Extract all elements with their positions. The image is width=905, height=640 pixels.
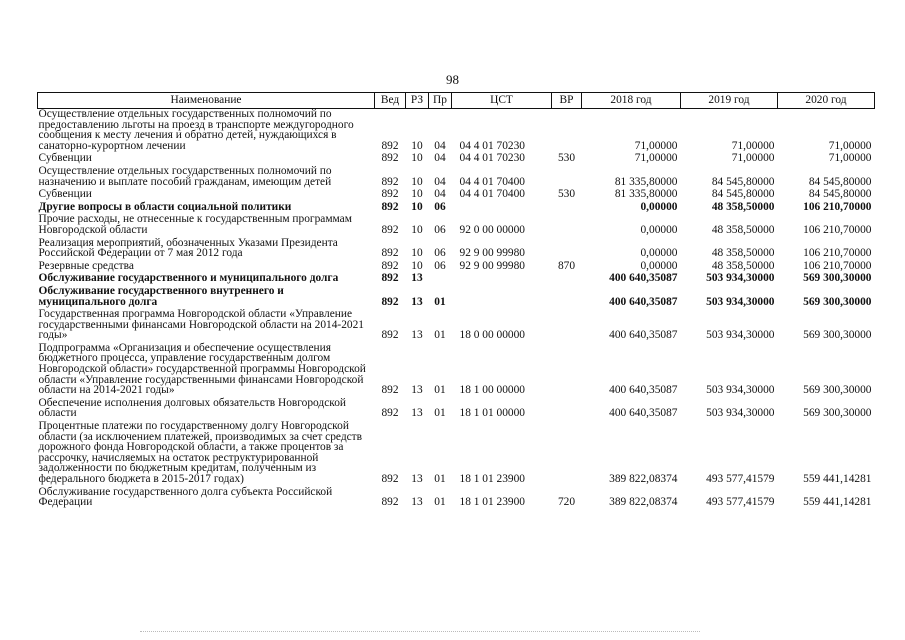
cell-rz: 13 bbox=[411, 272, 423, 285]
cell-y2018: 0,00000 bbox=[640, 223, 678, 236]
cell-cst bbox=[452, 200, 552, 213]
cell-name: Обеспечение исполнения долговых обязательств Новгородской области bbox=[38, 396, 347, 420]
cell-y2020: 569 300,30000 bbox=[803, 295, 872, 308]
cell-vr: 720 bbox=[557, 496, 576, 509]
cell-pr: 04 bbox=[434, 188, 446, 201]
cell-rz: 10 bbox=[411, 200, 423, 213]
cell-name: Подпрограмма «Организация и обеспечение осуществления бюджетного процесса, управление государственным долгом Новгородской области» государственной программы Новгородской области «Управление государственными финансами Новгородской области на 2014-2021 годы» bbox=[38, 341, 366, 397]
cell-ved: 892 bbox=[381, 473, 399, 485]
table-row bbox=[38, 212, 875, 235]
cell-rz: 10 bbox=[411, 223, 423, 236]
cell-cst: 18 1 01 23900 bbox=[459, 473, 525, 485]
cell-pr: 01 bbox=[434, 473, 446, 485]
cell-cst bbox=[452, 284, 552, 307]
cell-y2020: 569 300,30000 bbox=[803, 384, 872, 397]
cell-ved: 892 bbox=[381, 384, 399, 397]
cell-pr: 01 bbox=[434, 329, 446, 342]
column-header-pr: Пр bbox=[429, 93, 452, 109]
cell-ved: 892 bbox=[381, 200, 399, 213]
cell-vr bbox=[552, 419, 582, 485]
cell-vr: 530 bbox=[557, 152, 576, 165]
cell-cst: 18 1 01 23900 bbox=[459, 496, 525, 509]
cell-ved: 892 bbox=[381, 139, 399, 152]
table-row bbox=[38, 307, 875, 341]
cell-vr bbox=[552, 236, 582, 259]
cell-rz: 13 bbox=[411, 295, 423, 308]
cell-rz: 13 bbox=[411, 473, 423, 485]
cell-y2019: 503 934,30000 bbox=[706, 329, 775, 342]
cell-cst: 18 0 00 00000 bbox=[459, 329, 525, 342]
cell-y2020: 106 210,70000 bbox=[803, 259, 872, 272]
cell-cst: 18 1 00 00000 bbox=[459, 384, 525, 397]
table-row bbox=[38, 109, 875, 152]
cell-rz: 10 bbox=[411, 247, 423, 260]
cell-vr bbox=[552, 284, 582, 307]
column-header-2019: 2019 год bbox=[681, 93, 778, 109]
cell-y2019: 71,00000 bbox=[731, 152, 775, 165]
page-number: 98 bbox=[446, 72, 459, 87]
cell-rz: 10 bbox=[411, 259, 423, 272]
cell-rz: 13 bbox=[411, 496, 423, 509]
cell-y2018: 400 640,35087 bbox=[609, 272, 678, 285]
cell-name: Субвенции bbox=[38, 188, 92, 201]
cell-y2018: 81 335,80000 bbox=[614, 175, 678, 188]
table-row bbox=[38, 187, 875, 200]
cell-name: Обслуживание государственного и муниципального долга bbox=[38, 272, 339, 285]
cell-name: Субвенции bbox=[38, 152, 92, 165]
cell-vr bbox=[552, 212, 582, 235]
table-row bbox=[38, 396, 875, 419]
cell-y2020: 559 441,14281 bbox=[803, 473, 872, 485]
cell-y2018: 400 640,35087 bbox=[609, 295, 678, 308]
cell-rz: 10 bbox=[411, 188, 423, 201]
cell-pr: 06 bbox=[434, 200, 446, 213]
column-header-name: Наименование bbox=[38, 93, 375, 109]
cell-cst: 18 1 01 00000 bbox=[459, 407, 525, 420]
cell-y2020: 106 210,70000 bbox=[803, 247, 872, 260]
cell-vr: 530 bbox=[557, 188, 576, 201]
cell-y2019: 503 934,30000 bbox=[706, 272, 775, 285]
cell-y2019: 493 577,41579 bbox=[706, 473, 775, 485]
cell-name: Процентные платежи по государственному долгу Новгородской области (за исключением платежей, производимых за счет средств дорожного фонда Новгородской области, а также процентов за рассрочку, начисляемых на остаток реструктурированной задолженности по бюджетным кредитам, полученным из федерального бюджета в 2015-2017 годах) bbox=[38, 420, 363, 485]
cell-name: Реализация мероприятий, обозначенных Указами Президента Российской Федерации от 7 мая 2012 года bbox=[38, 236, 338, 260]
cell-vr bbox=[552, 200, 582, 213]
cell-y2020: 106 210,70000 bbox=[803, 200, 872, 213]
cell-pr: 04 bbox=[434, 152, 446, 165]
budget-table bbox=[37, 92, 875, 508]
cell-pr: 06 bbox=[434, 259, 446, 272]
cell-name: Обслуживание государственного долга субъекта Российской Федерации bbox=[38, 485, 333, 509]
cell-y2019: 71,00000 bbox=[731, 139, 775, 152]
cell-name: Обслуживание государственного внутреннего и муниципального долга bbox=[38, 284, 284, 308]
cell-pr: 04 bbox=[434, 175, 446, 188]
column-header-2020: 2020 год bbox=[778, 93, 875, 109]
cell-y2018: 0,00000 bbox=[640, 247, 678, 260]
cell-name: Государственная программа Новгородской области «Управление государственными финансами Новгородской области на 2014-2021 годы» bbox=[38, 308, 364, 342]
cell-y2018: 400 640,35087 bbox=[609, 329, 678, 342]
cell-y2018: 400 640,35087 bbox=[609, 407, 678, 420]
cell-y2019: 503 934,30000 bbox=[706, 407, 775, 420]
cell-y2019: 493 577,41579 bbox=[706, 496, 775, 509]
column-header-cst: ЦСТ bbox=[452, 93, 552, 109]
cell-y2020: 84 545,80000 bbox=[808, 188, 872, 201]
cell-pr: 01 bbox=[434, 407, 446, 420]
cell-y2020: 106 210,70000 bbox=[803, 223, 872, 236]
cell-name: Другие вопросы в области социальной политики bbox=[38, 200, 292, 213]
cell-y2019: 48 358,50000 bbox=[711, 223, 775, 236]
column-header-vr: ВР bbox=[552, 93, 582, 109]
column-header-2018: 2018 год bbox=[582, 93, 681, 109]
cell-pr: 06 bbox=[434, 247, 446, 260]
cell-y2019: 503 934,30000 bbox=[706, 295, 775, 308]
cell-y2018: 0,00000 bbox=[640, 200, 678, 213]
cell-rz: 10 bbox=[411, 152, 423, 165]
cell-ved: 892 bbox=[381, 152, 399, 165]
cell-cst bbox=[452, 271, 552, 284]
cell-vr bbox=[552, 164, 582, 187]
cell-ved: 892 bbox=[381, 407, 399, 420]
cell-vr bbox=[552, 341, 582, 396]
cell-y2020: 559 441,14281 bbox=[803, 496, 872, 509]
cell-ved: 892 bbox=[381, 295, 399, 308]
table-row bbox=[38, 164, 875, 187]
cell-cst: 92 9 00 99980 bbox=[459, 247, 525, 260]
cell-y2020: 71,00000 bbox=[828, 139, 872, 152]
cell-cst: 92 9 00 99980 bbox=[459, 259, 525, 272]
table-row bbox=[38, 284, 875, 307]
cell-y2019: 48 358,50000 bbox=[711, 259, 775, 272]
cell-ved: 892 bbox=[381, 247, 399, 260]
cell-name: Прочие расходы, не отнесенные к государственным программам Новгородской области bbox=[38, 213, 352, 236]
cell-y2019: 84 545,80000 bbox=[711, 188, 775, 201]
cell-pr: 01 bbox=[434, 384, 446, 397]
cell-y2018: 81 335,80000 bbox=[614, 188, 678, 201]
table-row bbox=[38, 151, 875, 164]
cell-cst: 04 4 01 70400 bbox=[459, 188, 525, 201]
cell-cst: 04 4 01 70400 bbox=[459, 175, 525, 188]
cell-vr bbox=[552, 109, 582, 152]
cell-cst: 92 0 00 00000 bbox=[459, 223, 525, 236]
table-row bbox=[38, 485, 875, 508]
cell-name: Резервные средства bbox=[38, 259, 134, 272]
cell-pr bbox=[429, 271, 452, 284]
cell-rz: 13 bbox=[411, 329, 423, 342]
cell-y2018: 71,00000 bbox=[634, 152, 678, 165]
cell-vr bbox=[552, 396, 582, 419]
table-row bbox=[38, 259, 875, 272]
table-body bbox=[38, 109, 875, 508]
cell-rz: 10 bbox=[411, 175, 423, 188]
table-row bbox=[38, 271, 875, 284]
cell-y2019: 503 934,30000 bbox=[706, 384, 775, 397]
cell-y2018: 400 640,35087 bbox=[609, 384, 678, 397]
table-row bbox=[38, 236, 875, 259]
cell-y2018: 0,00000 bbox=[640, 259, 678, 272]
table-row bbox=[38, 419, 875, 485]
cell-rz: 10 bbox=[411, 139, 423, 152]
cell-ved: 892 bbox=[381, 496, 399, 509]
cell-pr: 04 bbox=[434, 139, 446, 152]
cell-y2019: 84 545,80000 bbox=[711, 175, 775, 188]
cell-rz: 13 bbox=[411, 407, 423, 420]
table-row bbox=[38, 200, 875, 213]
table-header-row bbox=[38, 93, 875, 109]
column-header-ved: Вед bbox=[375, 93, 406, 109]
cell-vr bbox=[552, 307, 582, 341]
cell-y2020: 569 300,30000 bbox=[803, 407, 872, 420]
column-header-rz: РЗ bbox=[406, 93, 429, 109]
cell-y2020: 71,00000 bbox=[828, 152, 872, 165]
cell-pr: 06 bbox=[434, 223, 446, 236]
cell-cst: 04 4 01 70230 bbox=[459, 139, 525, 152]
cell-ved: 892 bbox=[381, 175, 399, 188]
cell-name: Осуществление отдельных государственных полномочий по предоставлению льготы на проезд в транспорте междугородного сообщения к месту лечения и обратно детей, нуждающихся в санаторно-курортном лечении bbox=[38, 108, 354, 152]
table-row bbox=[38, 341, 875, 396]
cell-vr bbox=[552, 271, 582, 284]
cell-ved: 892 bbox=[381, 272, 399, 285]
cell-pr: 01 bbox=[434, 295, 446, 308]
cell-vr: 870 bbox=[557, 259, 576, 272]
cell-ved: 892 bbox=[381, 259, 399, 272]
cell-pr: 01 bbox=[434, 496, 446, 509]
cell-y2018: 389 822,08374 bbox=[609, 496, 678, 509]
cell-y2019: 48 358,50000 bbox=[711, 200, 775, 213]
cell-y2018: 389 822,08374 bbox=[609, 473, 678, 485]
cell-cst: 04 4 01 70230 bbox=[459, 152, 525, 165]
cell-ved: 892 bbox=[381, 223, 399, 236]
cell-name: Осуществление отдельных государственных полномочий по назначению и выплате пособий гражданам, имеющим детей bbox=[38, 164, 332, 188]
cell-y2020: 84 545,80000 bbox=[808, 175, 872, 188]
scan-artifact-line bbox=[140, 631, 700, 634]
cell-y2019: 48 358,50000 bbox=[711, 247, 775, 260]
cell-y2020: 569 300,30000 bbox=[803, 272, 872, 285]
cell-ved: 892 bbox=[381, 329, 399, 342]
cell-rz: 13 bbox=[411, 384, 423, 397]
cell-y2018: 71,00000 bbox=[634, 139, 678, 152]
cell-ved: 892 bbox=[381, 188, 399, 201]
cell-y2020: 569 300,30000 bbox=[803, 329, 872, 342]
